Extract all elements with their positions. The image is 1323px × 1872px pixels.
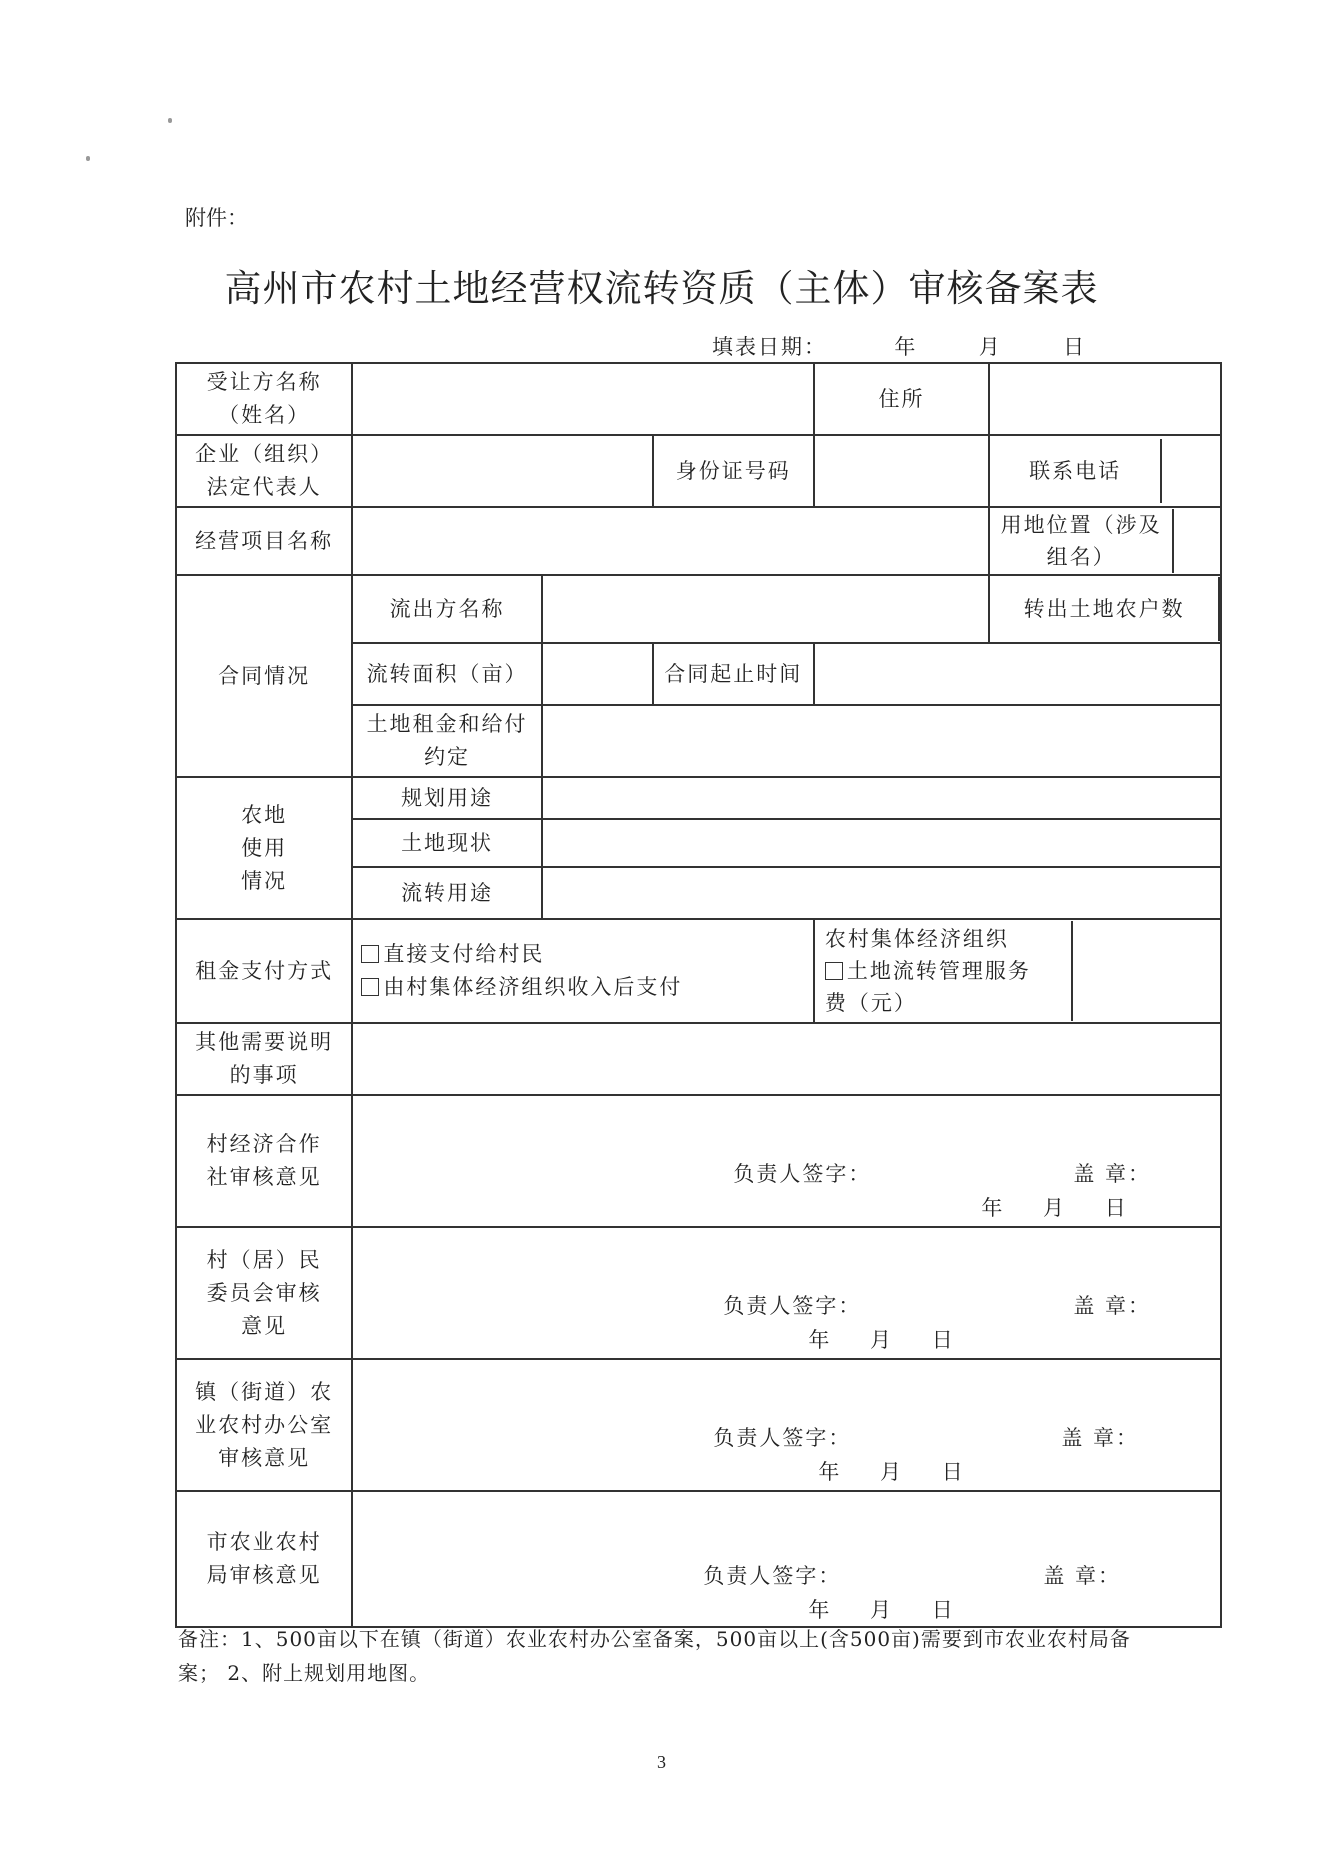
approval-label-1: 村经济合作社审核意见 [176,1095,352,1227]
land-status-field[interactable] [542,819,1221,867]
rent-payment-options [352,919,814,1023]
scan-speck [168,118,172,123]
page-title: 高州市农村土地经营权流转资质（主体）审核备案表 [224,267,1099,310]
approval-signer-4: 负责人签字： [703,1564,842,1588]
checkbox-direct[interactable] [361,945,379,963]
households-cell [989,575,1221,643]
approval-seal-1: 盖 章： [1073,1162,1152,1186]
transferee-name-label: 受让方名称（姓名） [176,363,352,435]
approval-seal-3: 盖 章： [1061,1426,1140,1450]
service-fee-line3: 费（元） [824,991,917,1015]
id-number-label: 身份证号码 [653,435,814,507]
address-label: 住所 [814,363,989,435]
contract-info-label: 合同情况 [176,575,352,777]
approval-field-4[interactable] [352,1491,1221,1627]
phone-field[interactable] [1162,439,1220,503]
transferor-name-label: 流出方名称 [352,575,541,643]
project-name-field[interactable] [352,507,989,575]
approval-signer-3: 负责人签字： [713,1426,852,1450]
contract-period-label: 合同起止时间 [653,643,814,705]
other-matters-label: 其他需要说明的事项 [176,1023,352,1095]
fill-date-year: 年 [894,335,918,359]
option-collective[interactable] [361,971,805,1004]
transferor-name-field[interactable] [542,575,989,643]
service-fee-label [815,921,1073,1021]
approval-field-2[interactable] [352,1227,1221,1359]
approval-label-3: 镇（街道）农业农村办公室审核意见 [176,1359,352,1491]
checkbox-service-fee[interactable] [825,962,843,980]
project-name-label: 经营项目名称 [176,507,352,575]
approval-signer-2: 负责人签字： [723,1294,862,1318]
service-fee-field[interactable] [1073,921,1220,1021]
scan-speck [86,156,90,161]
approval-date-4: 年 月 日 [808,1598,955,1622]
legal-rep-label: 企业（组织）法定代表人 [176,435,352,507]
approval-date-2: 年 月 日 [808,1328,955,1352]
contract-period-field[interactable] [814,643,1221,705]
planned-use-field[interactable] [542,777,1221,819]
address-field[interactable] [989,363,1221,435]
approval-seal-4: 盖 章： [1043,1564,1122,1588]
planned-use-label: 规划用途 [352,777,541,819]
phone-cell [989,435,1221,507]
approval-signer-1: 负责人签字： [733,1162,872,1186]
service-fee-line1: 农村集体经济组织 [824,927,1009,951]
filing-form-table [175,362,1222,1628]
land-location-label: 用地位置（涉及组名） [990,509,1174,573]
option-direct-label: 直接支付给村民 [383,942,545,966]
option-collective-label: 由村集体经济组织收入后支付 [383,975,683,999]
phone-label: 联系电话 [990,439,1162,503]
farmland-use-label: 农地使用情况 [176,777,352,919]
fill-date [712,331,1086,361]
approval-label-2: 村（居）民委员会审核意见 [176,1227,352,1359]
service-fee-line2: 土地流转管理服务 [846,959,1031,983]
transfer-use-field[interactable] [542,867,1221,919]
approval-date-1: 年 月 日 [981,1196,1128,1220]
legal-rep-field[interactable] [352,435,652,507]
service-fee-cell [814,919,1221,1023]
checkbox-collective[interactable] [361,978,379,996]
notes: 备注：1、500亩以下在镇（街道）农业农村办公室备案，500亩以上(含500亩)需要到市农业农村局备案； 2、附上规划用地图。 [178,1627,1131,1685]
transferee-name-field[interactable] [352,363,814,435]
approval-field-3[interactable] [352,1359,1221,1491]
fill-date-day: 日 [1063,335,1087,359]
approval-date-3: 年 月 日 [818,1460,965,1484]
fill-date-label: 填表日期： [712,335,827,359]
attachment-label: 附件： [185,206,248,230]
households-label: 转出土地农户数 [990,577,1220,641]
id-number-field[interactable] [814,435,989,507]
transfer-use-label: 流转用途 [352,867,541,919]
page-number: 3 [657,1752,666,1772]
land-location-cell [989,507,1221,575]
option-direct[interactable] [361,938,805,971]
approval-seal-2: 盖 章： [1073,1294,1152,1318]
other-matters-field[interactable] [352,1023,1221,1095]
fill-date-month: 月 [978,335,1002,359]
approval-field-1[interactable] [352,1095,1221,1227]
rent-agreement-field[interactable] [542,705,1221,777]
transfer-area-label: 流转面积（亩） [352,643,541,705]
rent-agreement-label: 土地租金和给付约定 [352,705,541,777]
transfer-area-field[interactable] [542,643,653,705]
approval-label-4: 市农业农村局审核意见 [176,1491,352,1627]
rent-payment-label: 租金支付方式 [176,919,352,1023]
land-status-label: 土地现状 [352,819,541,867]
land-location-field[interactable] [1174,509,1220,573]
